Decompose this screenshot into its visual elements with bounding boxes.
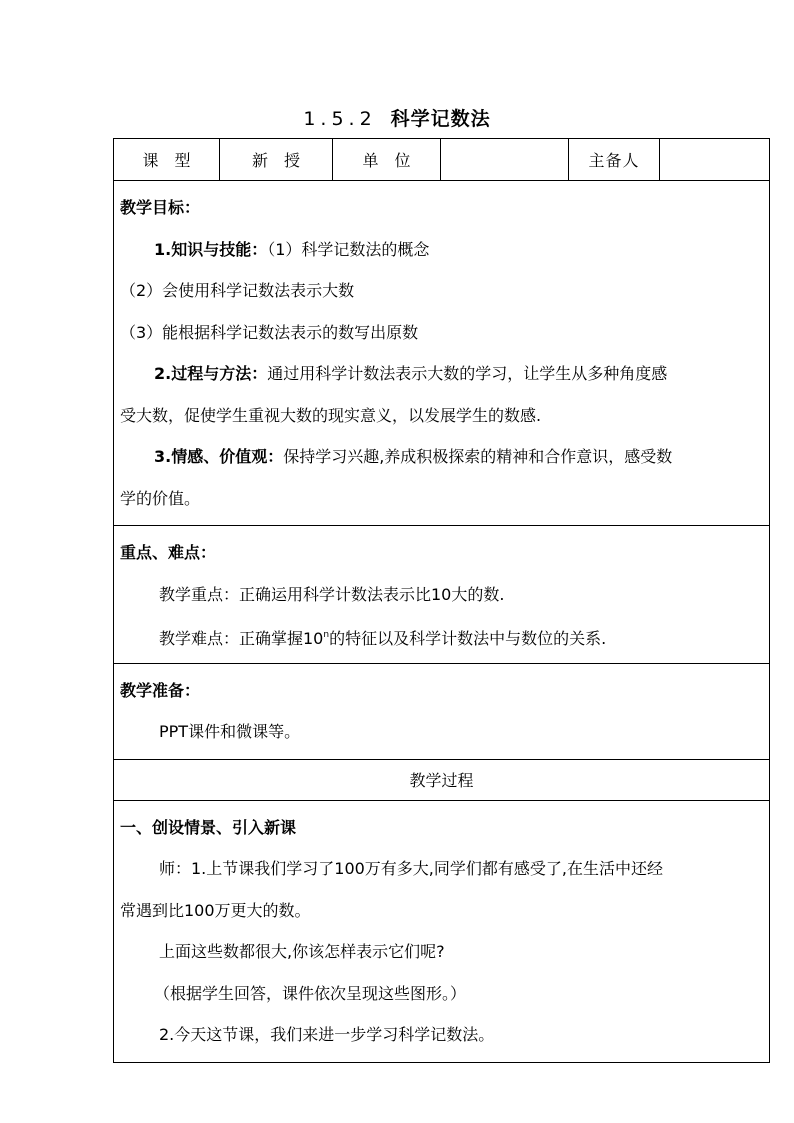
- preparer-label: 主备人: [569, 139, 660, 181]
- header-row: [114, 139, 770, 181]
- goal-line: 2.过程与方法：通过用科学计数法表示大数的学习，让学生从多种角度感: [154, 364, 668, 383]
- section1-line: 上面这些数都很大,你该怎样表示它们呢?: [159, 942, 445, 961]
- goals-heading: 教学目标：: [120, 198, 201, 217]
- intro-section-cell: [114, 800, 770, 1062]
- unit-value: [441, 139, 569, 181]
- lesson-plan-table: [113, 138, 770, 1063]
- goal-line: 学的价值。: [120, 488, 201, 508]
- teaching-prep-cell: [114, 663, 770, 759]
- preparer-value: [660, 139, 770, 181]
- lesson-type-label: 课型: [114, 139, 220, 181]
- goal-line: （3）能根据科学记数法表示的数写出原数: [120, 322, 419, 342]
- teaching-goals-cell: [114, 181, 770, 526]
- section1-line: （根据学生回答，课件依次呈现这些图形。）: [154, 983, 467, 1003]
- goal-line: 受大数，促使学生重视大数的现实意义，以发展学生的数感.: [120, 405, 542, 425]
- page-title: [0, 104, 794, 131]
- prep-heading: 教学准备：: [120, 680, 201, 700]
- key-points-cell: [114, 526, 770, 664]
- teaching-process-label: 教学过程: [114, 759, 770, 800]
- prep-row: [114, 663, 770, 759]
- keypoints-row: [114, 526, 770, 664]
- goal-line: （2）会使用科学记数法表示大数: [120, 281, 355, 300]
- unit-label: 单位: [333, 139, 441, 181]
- section1-line: 2.今天这节课，我们来进一步学习科学记数法。: [159, 1025, 495, 1044]
- section1-heading: 一、创设情景、引入新课: [120, 817, 297, 837]
- keypoint-line: 教学难点：正确掌握10$^n$的特征以及科学计数法中与数位的关系.: [159, 629, 607, 648]
- section1-row: [114, 800, 770, 1062]
- goal-line: 1.知识与技能：（1）科学记数法的概念: [154, 239, 430, 259]
- goals-row: [114, 181, 770, 526]
- lesson-type-value: 新授: [220, 139, 333, 181]
- section-number: 1.5.2: [303, 108, 377, 130]
- section1-line: 师：1.上节课我们学习了100万有多大,同学们都有感受了,在生活中还经: [159, 859, 663, 878]
- goal-line: 3.情感、价值观：保持学习兴趣,养成积极探索的精神和合作意识，感受数: [154, 447, 673, 466]
- section1-line: 常遇到比100万更大的数。: [120, 900, 311, 920]
- keypoints-heading: 重点、难点：: [120, 543, 217, 562]
- section-title: 科学记数法: [390, 108, 491, 130]
- process-row: [114, 759, 770, 800]
- keypoint-line: 教学重点：正确运用科学计数法表示比10大的数.: [159, 584, 505, 604]
- prep-line: PPT课件和微课等。: [159, 722, 301, 741]
